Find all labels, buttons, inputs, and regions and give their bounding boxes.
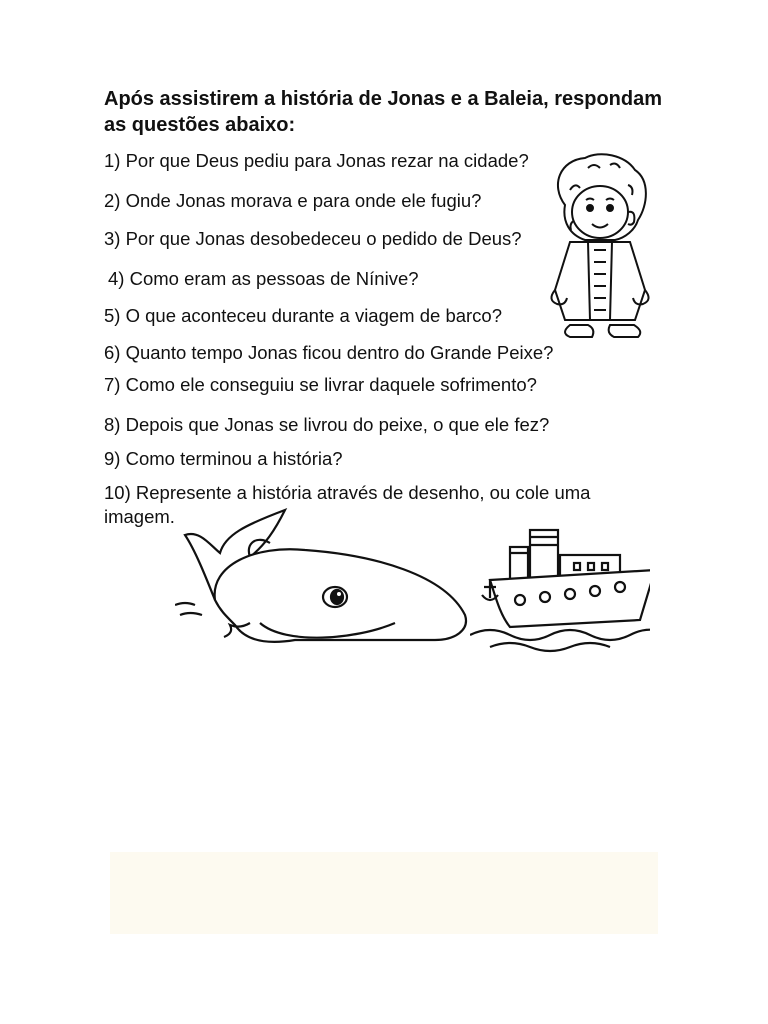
question-1: 1) Por que Deus pediu para Jonas rezar na cidade? <box>104 150 529 171</box>
question-8: 8) Depois que Jonas se livrou do peixe, o que ele fez? <box>104 414 550 435</box>
question-10: 10) Represente a história através de desenho, ou cole uma imagem. <box>104 482 591 527</box>
question-9: 9) Como terminou a história? <box>104 448 343 469</box>
blank-panel <box>110 852 658 934</box>
ship-drawing-icon <box>470 525 660 655</box>
page-edge <box>650 115 660 655</box>
worksheet-title: Após assistirem a história de Jonas e a Baleia, respondam as questões abaixo: <box>104 88 662 136</box>
question-3: 3) Por que Jonas desobedeceu o pedido de Deus? <box>104 228 522 249</box>
question-5: 5) O que aconteceu durante a viagem de barco? <box>104 305 503 326</box>
question-6: 6) Quanto tempo Jonas ficou dentro do Grande Peixe? <box>104 342 554 363</box>
question-7: 7) Como ele conseguiu se livrar daquele sofrimento? <box>104 374 537 395</box>
question-2: 2) Onde Jonas morava e para onde ele fugiu? <box>104 190 482 211</box>
whale-drawing-icon <box>175 505 495 665</box>
jonah-figure-icon <box>540 150 660 350</box>
question-4: 4) Como eram as pessoas de Nínive? <box>108 268 419 289</box>
